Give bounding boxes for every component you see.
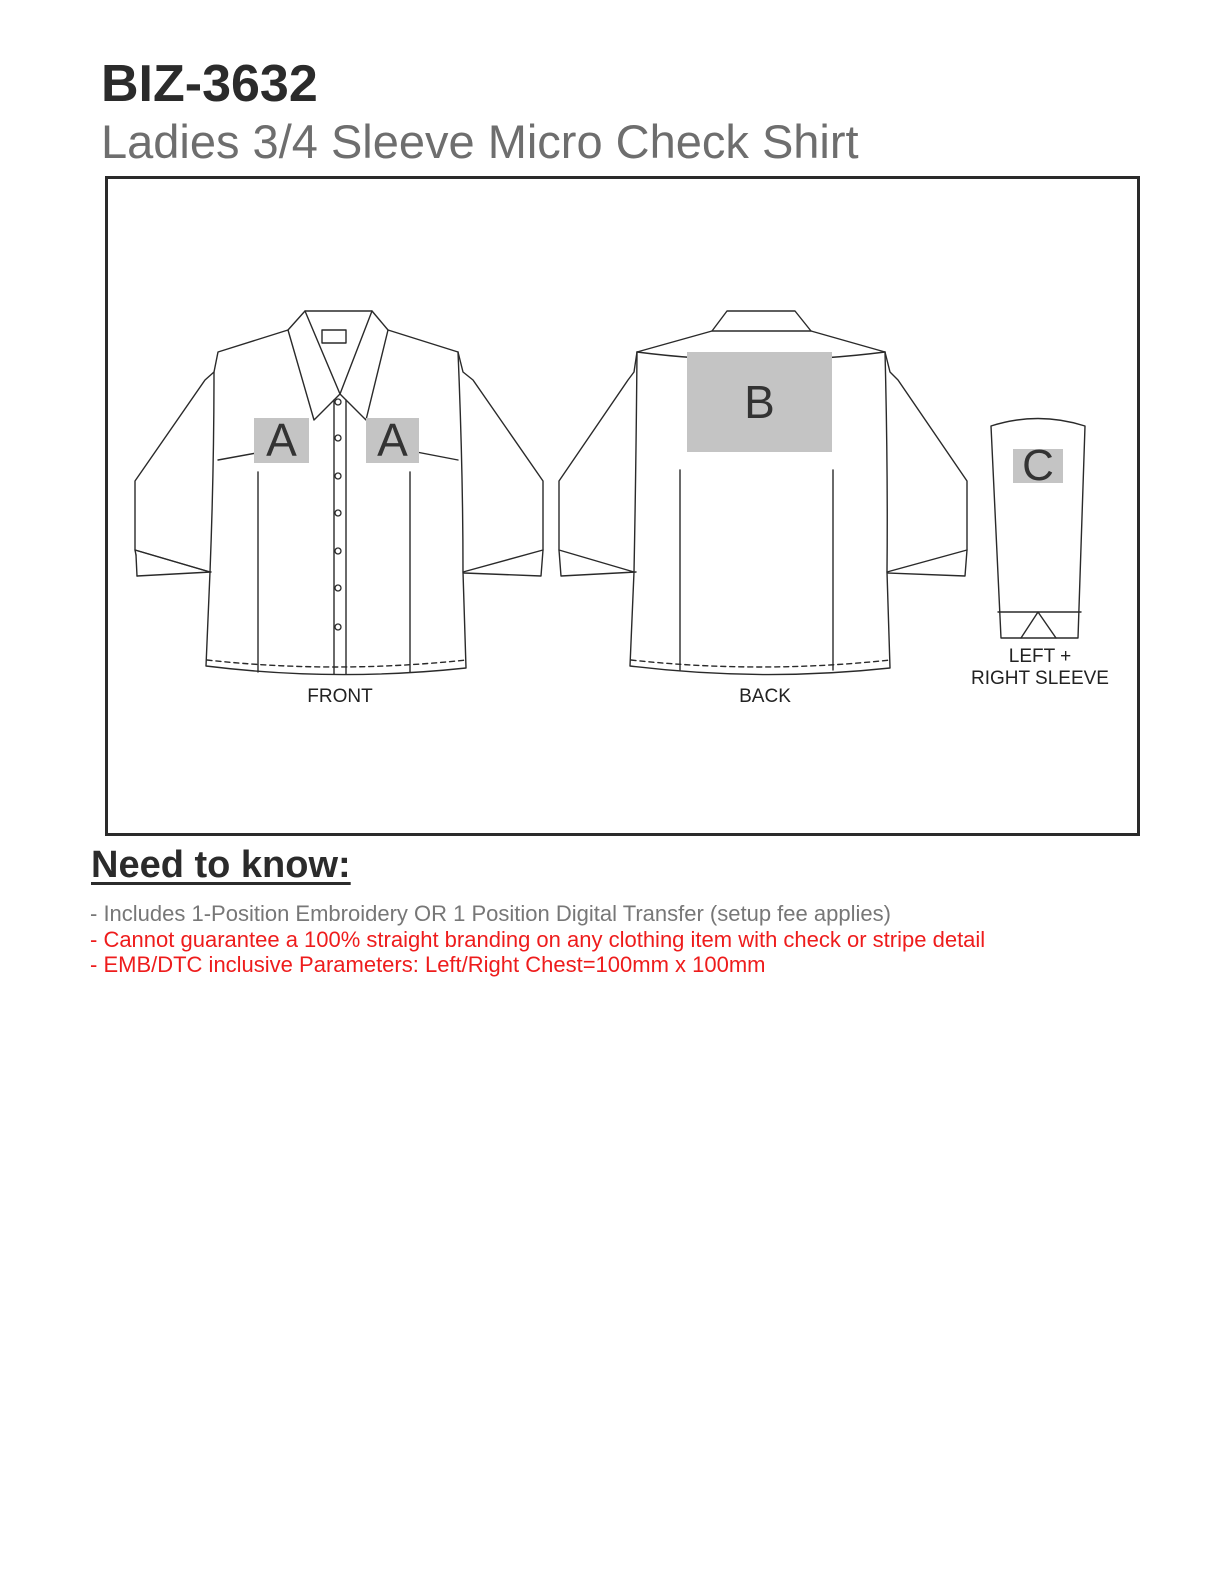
branding-zone-a-left: A [254,418,309,463]
note-item: - EMB/DTC inclusive Parameters: Left/Right Chest=100mm x 100mm [90,952,766,977]
sleeve-view-label [960,646,1120,690]
sleeve-view-label-line-1: LEFT + [1008,646,1072,667]
front-view-label: FRONT [307,686,373,707]
front-shirt [135,311,543,675]
branding-zone-b: B [687,352,832,452]
note-item: - Includes 1-Position Embroidery OR 1 Position Digital Transfer (setup fee applies) [90,901,891,926]
need-to-know-list [90,901,985,978]
note-item: - Cannot guarantee a 100% straight branding on any clothing item with check or stripe detail [90,926,986,952]
need-to-know-heading: Need to know: [91,844,351,886]
branding-zone-c: C [1013,449,1063,483]
product-name: Ladies 3/4 Sleeve Micro Check Shirt [101,115,859,168]
product-code: BIZ-3632 [101,55,318,113]
branding-zone-a-right: A [366,418,419,463]
back-view-label: BACK [739,686,791,707]
front-buttons [335,399,341,630]
sleeve-view-label-line-2: RIGHT SLEEVE [971,668,1109,689]
